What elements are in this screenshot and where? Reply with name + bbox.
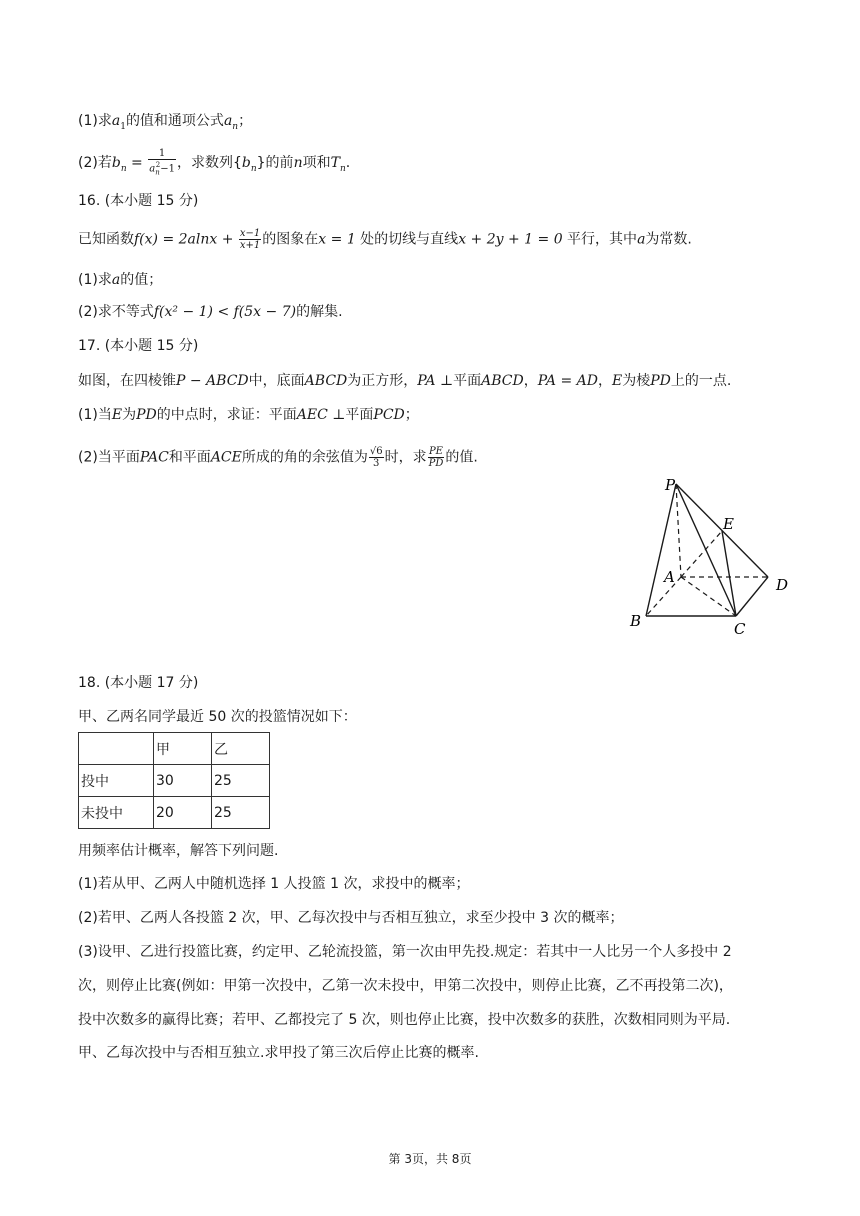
q16-stem: 已知函数f(x) = 2alnx + $\frac{x-1}{x+1}$ 的图象在x = 1 处的切线与直线x + 2y + 1 = 0 平行，其中a为常数. [78, 228, 692, 251]
q17-stem-seg: PA ⊥ [417, 373, 454, 389]
q18-intro: 甲、乙两名同学最近 50 次的投篮情况如下： [78, 709, 357, 725]
shooting-table [78, 732, 270, 829]
q16-heading: 16. (本小题 15 分) [78, 193, 199, 209]
q17-stem-seg: 上的一点. [670, 373, 732, 389]
q17-stem-seg: P − ABCD [176, 373, 249, 389]
q18-part3-line2: 次，则停止比赛(例如：甲第一次投中，乙第一次未投中，甲第二次投中，则停止比赛，乙不再投第二次)， [78, 978, 733, 994]
label-e: E [723, 515, 734, 533]
label-d: D [776, 576, 789, 594]
q17-stem-seg: PD [650, 373, 671, 389]
table-row: 投中 30 25 [79, 765, 270, 797]
edge-pa [676, 484, 681, 577]
q17-stem-seg: ABCD [304, 373, 348, 389]
page-footer: 第 3页，共 8页 [388, 1152, 472, 1166]
q17-part1-seg: 为 [122, 407, 137, 423]
q16-fraction: $\frac{x-1}{x+1}$ [239, 228, 261, 251]
edge-ec [722, 531, 736, 616]
q17-heading: 17. (本小题 15 分) [78, 338, 199, 354]
q18-heading: 18. (本小题 17 分) [78, 675, 199, 691]
label-b: B [630, 612, 642, 630]
q17-stem-seg: 中，底面 [248, 373, 305, 389]
q17-stem-seg: 平面 [453, 373, 482, 389]
q17-stem-seg: ， [523, 373, 538, 389]
q18-part1: (1)若从甲、乙两人中随机选择 1 人投篮 1 次，求投中的概率； [78, 876, 470, 892]
q17-stem-seg: E [611, 373, 623, 389]
q18-part2: (2)若甲、乙两人各投篮 2 次，甲、乙每次投中与否相互独立，求至少投中 3 次的概率； [78, 910, 624, 926]
q17-part1 [78, 405, 419, 425]
q17-part1-seg: E [111, 407, 123, 423]
q16-part2: (2)求不等式f(x² − 1) < f(5x − 7)的解集. [78, 304, 343, 320]
q17-part1-seg: PCD [373, 407, 405, 423]
edge-pd [676, 484, 768, 577]
q17-stem-seg: 为正方形， [347, 373, 418, 389]
label-c: C [734, 620, 746, 638]
q18-part3-line3: 投中次数多的赢得比赛；若甲、乙都投完了 5 次，则也停止比赛，投中次数多的获胜，次数相同则为平局. [78, 1012, 731, 1028]
q17-part1-seg: ； [404, 407, 419, 423]
ratio-fraction: $\frac{PE}{PD}$ [428, 446, 444, 469]
q18-note: 用频率估计概率，解答下列问题. [78, 843, 279, 859]
q15-part2: (2)若$b_n$ = $\frac{1}{a_n^2-1}$ ，求数列$\{b_n\}$的前n项和$T_n$. [78, 148, 351, 177]
q15-part1: (1)求$a_1$的值和通项公式$a_n$； [78, 113, 253, 132]
table-row: 未投中 20 25 [79, 797, 270, 829]
label-p: P [665, 476, 676, 494]
edge-pb [646, 484, 676, 616]
q17-stem [78, 371, 731, 391]
q17-part1-seg: 的中点时，求证：平面 [156, 407, 297, 423]
q17-stem-seg: PA = AD [537, 373, 598, 389]
q17-stem-seg: 如图，在四棱锥 [78, 373, 176, 389]
edge-pc [676, 484, 736, 616]
q17-part1-seg: AEC ⊥ [296, 407, 346, 423]
edge-cd [736, 577, 768, 616]
q17-stem-seg: ABCD [481, 373, 524, 389]
q17-stem-seg: ， [597, 373, 612, 389]
q18-part3-line4: 甲、乙每次投中与否相互独立.求甲投了第三次后停止比赛的概率. [78, 1045, 479, 1061]
q17-part1-seg: (1)当 [78, 407, 112, 423]
q18-part3-line1: (3)设甲、乙进行投篮比赛，约定甲、乙轮流投篮，第一次由甲先投.规定：若其中一人比另一个人多投中 2 [78, 944, 732, 960]
q15-fraction: $\frac{1}{a_n^2-1}$ [149, 148, 175, 177]
q17-stem-seg: 为棱 [622, 373, 651, 389]
cos-fraction: $\frac{√6}{3}$ [369, 446, 383, 469]
q17-part2: (2)当平面PAC和平面ACE所成的角的余弦值为 $\frac{√6}{3}$ 时，求 $\frac{PE}{PD}$ 的值. [78, 446, 478, 469]
label-a: A [664, 568, 675, 586]
table-header-row: 甲 乙 [79, 733, 270, 765]
q17-part1-seg: 平面 [345, 407, 374, 423]
q16-part1: (1)求a的值； [78, 272, 163, 288]
pyramid-figure [628, 474, 798, 644]
q17-part1-seg: PD [136, 407, 157, 423]
